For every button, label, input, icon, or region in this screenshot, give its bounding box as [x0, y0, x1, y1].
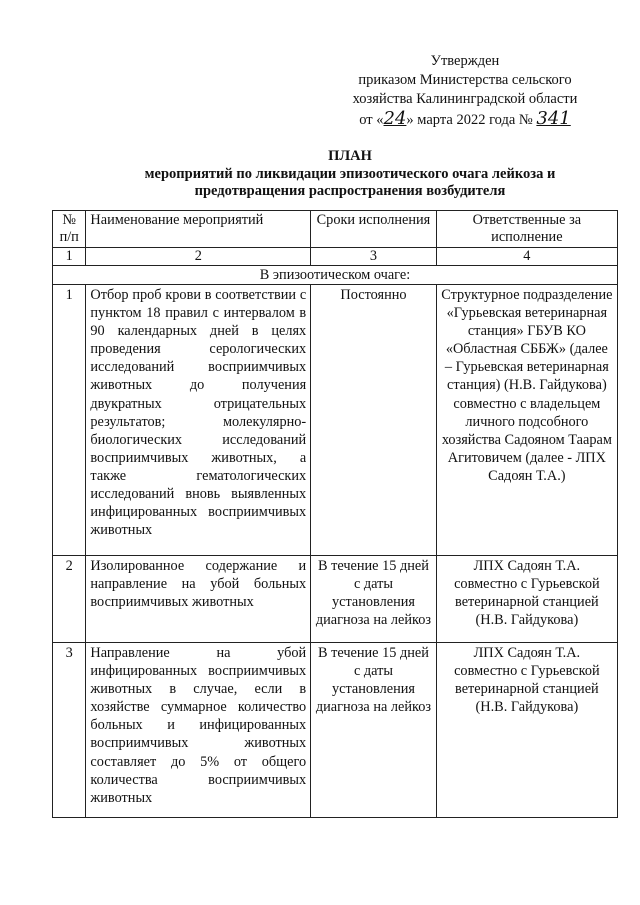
column-number: 2	[86, 248, 311, 266]
handwritten-day: 24	[383, 108, 407, 129]
header-number: № п/п	[53, 211, 86, 248]
plan-table	[52, 210, 618, 818]
header-row	[53, 211, 618, 248]
table-row	[53, 643, 618, 818]
row-activity: Направление на убой инфицированных восприимчивых животных в случае, если в хозяйстве суммарное количество больных и инфицированных восприимчивых животных составляет до 5% от общего количества восприимчивых животных	[86, 643, 311, 818]
approval-line-2: приказом Министерства сельского	[358, 72, 572, 88]
column-number: 4	[436, 248, 617, 266]
header-activity: Наименование мероприятий	[86, 211, 311, 248]
header-deadline: Сроки исполнения	[311, 211, 437, 248]
row-responsible: ЛПХ Садоян Т.А. совместно с Гурьевской ветеринарной станцией (Н.В. Гайдукова)	[436, 643, 617, 818]
section-title: В эпизоотическом очаге:	[53, 266, 618, 285]
header-responsible: Ответственные за исполнение	[436, 211, 617, 248]
document-title	[80, 148, 620, 201]
table-row	[53, 285, 618, 556]
title-line-1: ПЛАН	[328, 148, 372, 164]
row-activity: Отбор проб крови в соответствии с пунктом 18 правил с интервалом в 90 календарных дней в целях проведения серологических исследований восприимчивых животных до получения двукратных отрицательных результатов; молекулярно-биологических исследований восприимчивых животных, а также гематологических исследований вновь выявленных инфицированных восприимчивых животных	[86, 285, 311, 556]
table-row	[53, 556, 618, 643]
row-deadline: В течение 15 дней с даты установления диагноза на лейкоз	[311, 643, 437, 818]
row-number: 2	[53, 556, 86, 643]
row-deadline: Постоянно	[311, 285, 437, 556]
approval-line-3: хозяйства Калининградской области	[352, 91, 578, 107]
date-middle: » марта 2022 года №	[406, 112, 533, 128]
handwritten-number: 341	[536, 108, 571, 129]
column-number-row	[53, 248, 618, 266]
approval-line-1: Утвержден	[430, 53, 500, 69]
row-activity: Изолированное содержание и направление на убой больных восприимчивых животных	[86, 556, 311, 643]
date-prefix: от «	[359, 112, 384, 128]
row-number: 3	[53, 643, 86, 818]
title-line-2: мероприятий по ликвидации эпизоотического очага лейкоза и	[144, 165, 556, 182]
section-row	[53, 266, 618, 285]
column-number: 3	[311, 248, 437, 266]
title-line-3: предотвращения распространения возбудителя	[194, 183, 506, 199]
row-number: 1	[53, 285, 86, 556]
approval-block	[340, 52, 590, 130]
row-responsible: Структурное подразделение «Гурьевская ветеринарная станция» ГБУВ КО «Областная СББЖ» (далее – Гурьевская ветеринарная станция) (Н.В. Гайдукова) совместно с владельцем личного подсобного хозяйства Садояном Таарам Агитовичем (далее - ЛПХ Садоян Т.А.)	[436, 285, 617, 556]
row-deadline: В течение 15 дней с даты установления диагноза на лейкоз	[311, 556, 437, 643]
row-responsible: ЛПХ Садоян Т.А. совместно с Гурьевской ветеринарной станцией (Н.В. Гайдукова)	[436, 556, 617, 643]
approval-date-line	[340, 109, 590, 130]
column-number: 1	[53, 248, 86, 266]
